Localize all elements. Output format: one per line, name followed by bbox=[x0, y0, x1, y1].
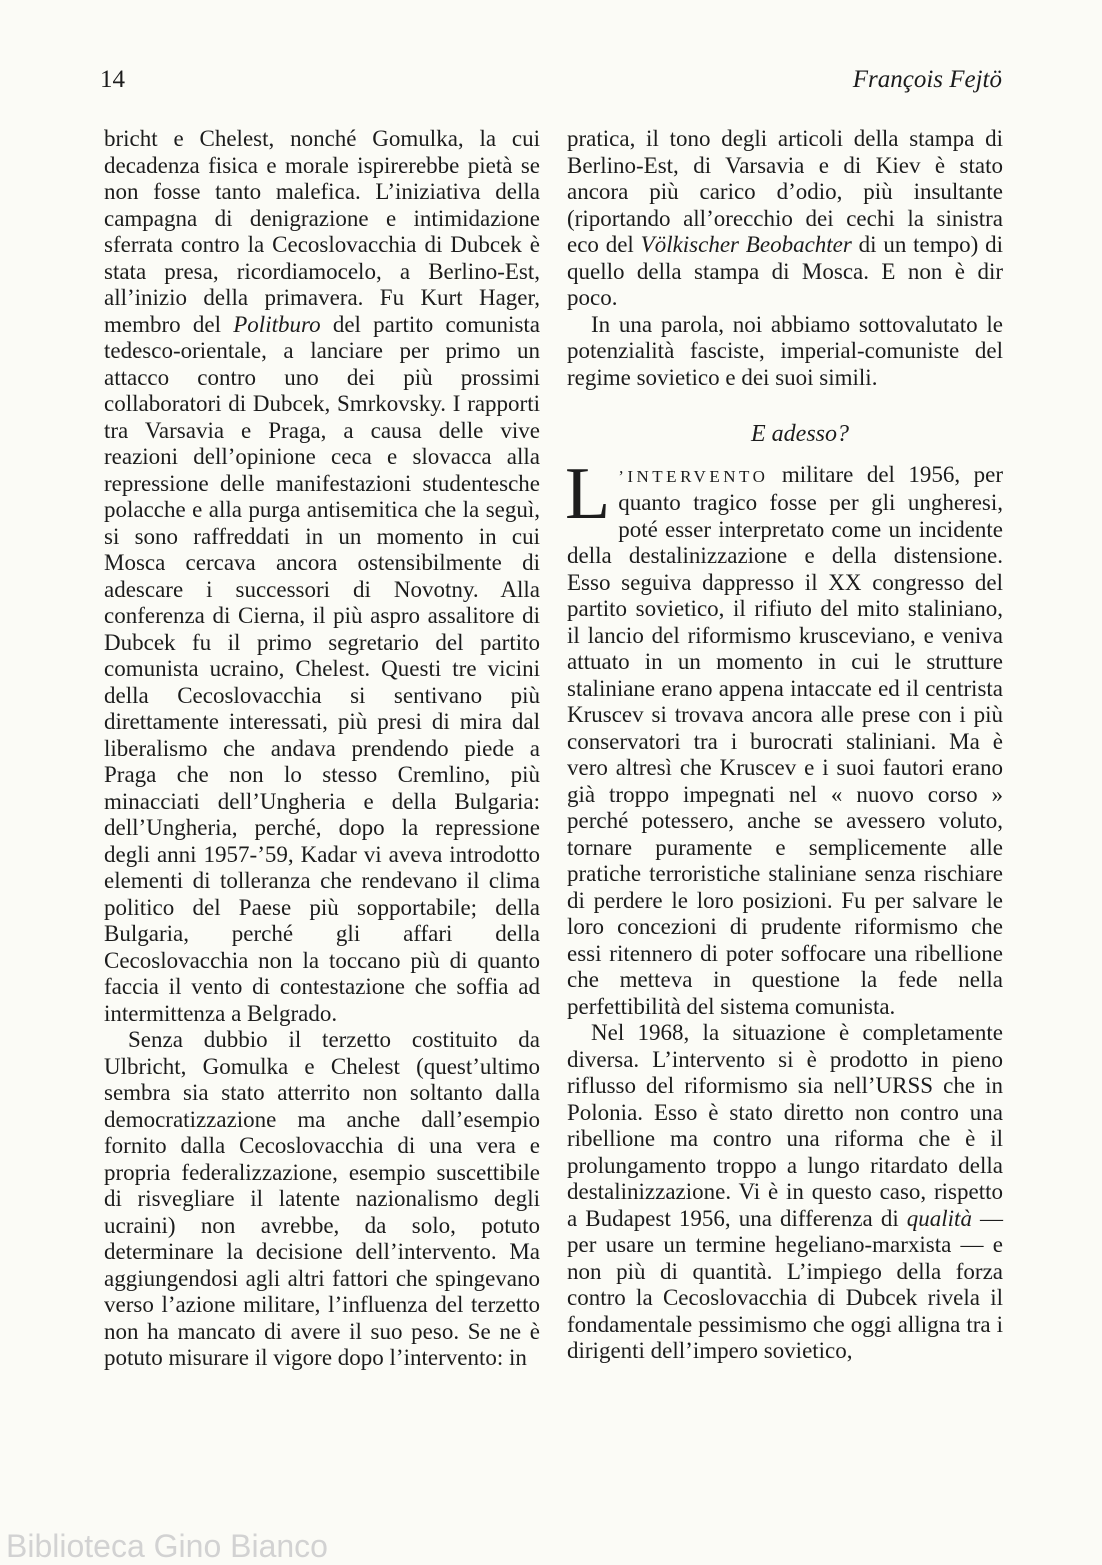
paragraph bbox=[565, 452, 1004, 1021]
drop-cap: L bbox=[565, 452, 611, 535]
paragraph-text: pratica, il tono degli articoli della stampa di Berlino-Est, di Varsavia e di Kiev è stato ancora più carico d’odio, più insultante (riportando all’orecchio dei cechi la sinistra eco del bbox=[567, 126, 1003, 257]
section-title: E adesso? bbox=[751, 421, 849, 447]
page-header bbox=[100, 66, 1002, 106]
paragraph bbox=[104, 126, 540, 1027]
paragraph bbox=[567, 1020, 1003, 1365]
small-caps-opening: ’INTERVENTO bbox=[618, 466, 769, 486]
paragraph-text: — per usare un termine hegeliano-marxista — e non più di quantità. L’impiego della forza contro la Cecoslovacchia di Dubcek rivela il fondamentale pessimismo che oggi alligna tra i dirigenti dell’impero sovietico, bbox=[567, 1205, 1004, 1363]
running-head-author: François Fejtö bbox=[852, 66, 1002, 93]
paragraph-text: militare del 1956, per quanto tragico fosse per gli ungheresi, poté esser interpretato come un incidente della destalinizzazione e della distensione. Esso seguiva dappresso il XX congresso del partito sovietico, il rifiuto del mito staliniano, il lancio del riformismo krusceviano, e veniva attuato in un momento in cui le strutture staliniane erano appena intaccate ed il centrista Kruscev si trovava ancora alle prese con i più conservatori tra i burocrati staliniani. Ma è vero altresì che Kruscev e i suoi fautori erano già troppo impegnati nel « nuovo corso » perché potessero, anche se avessero voluto, tornare puramente e semplicemente alle pratiche terroristiche staliniane senza rischiare di perdere le loro posizioni. Fu per salvare le loro concezioni di prudente riformismo che essi ritennero di poter soffocare una ribellione che metteva in questione la fede nella perfettibilità del sistema comunista. bbox=[567, 461, 1004, 1019]
paragraph-text: del partito comunista tedesco-orientale, a lanciare per primo un attacco contro uno dei più prossimi collaboratori di Dubcek, Smrkovsky. I rapporti tra Varsavia e Praga, a causa delle vive reazioni dell’opinione ceca e slovacca alla repressione delle manifestazioni studentesche polacche e alla purga antisemitica che la seguì, si sono raffreddati in un momento in cui Mosca cercava ancora ostensibilmente di adescare i successori di Novotny. Alla conferenza di Cierna, il più aspro assalitore di Dubcek fu il primo segretario del partito comunista ucraino, Chelest. Questi tre vicini della Cecoslovacchia si sentivano più direttamente interessati, più presi di mira dal liberalismo che andava prendendo piede a Praga che non lo stesso Cremlino, più minacciati dell’Ungheria e della Bulgaria: dell’Ungheria, perché, dopo la repressione degli anni 1957-’59, Kadar vi aveva introdotto elementi di tolleranza che rendevano il clima politico del Paese più sopportabile; della Bulgaria, perché gli affari della Cecoslovacchia non la toccano più di quanto faccia il vento di contestazione che soffia ad intermittenza a Belgrado. bbox=[104, 311, 540, 1026]
paragraph bbox=[567, 126, 1003, 312]
left-column bbox=[104, 126, 540, 1372]
paragraph: In una parola, noi abbiamo sottovalutato le potenzialità fasciste, imperial-comuniste del regime sovietico e dei suoi simili. bbox=[567, 311, 1003, 390]
paragraph: Senza dubbio il terzetto costituito da Ulbricht, Gomulka e Chelest (quest’ultimo sembra sia stato atterrito non soltanto dalla democratizzazione ma anche dall’esempio fornito dalla Cecoslovacchia di una vera e propria federalizzazione, esempio suscettibile di risvegliare il latente nazionalismo degli ucraini) non avrebbe, da solo, potuto determinare la decisione dell’intervento. Ma aggiungendosi agli altri fattori che spingevano verso l’azione militare, l’influenza del terzetto non ha mancato di avere il suo peso. Se ne è potuto misurare il vigore dopo l’intervento: in bbox=[104, 1027, 540, 1370]
italic-term: Völkischer Beobachter bbox=[640, 232, 852, 257]
italic-term: qualità bbox=[906, 1205, 972, 1231]
library-watermark: Biblioteca Gino Bianco bbox=[6, 1528, 328, 1564]
paragraph-text: bricht e Chelest, nonché Gomulka, la cui decadenza fisica e morale ispirerebbe pietà se non fosse tanto malefica. L’iniziativa della campagna di denigrazione e intimidazione sferrata contro la Cecoslovacchia di Dubcek è stata presa, ricordiamocelo, a Berlino-Est, all’inizio della primavera. Fu Kurt Hager, membro del bbox=[104, 126, 540, 337]
right-column bbox=[567, 126, 1003, 1365]
italic-term: Politburo bbox=[233, 311, 321, 337]
page-number: 14 bbox=[100, 66, 125, 93]
paragraph-text: di un tempo) di quello della stampa di Mosca. E non è dir poco. bbox=[567, 232, 1003, 310]
paragraph-text: Nel 1968, la situazione è completamente diversa. L’intervento si è prodotto in pieno riflusso del riformismo sia nell’URSS che in Polonia. Esso è stato diretto non contro una ribellione ma contro una riforma che è il prolungamento troppo a lungo ritardato della destalinizzazione. Vi è in questo caso, rispetto a Budapest 1956, una differenza di bbox=[567, 1020, 1003, 1231]
